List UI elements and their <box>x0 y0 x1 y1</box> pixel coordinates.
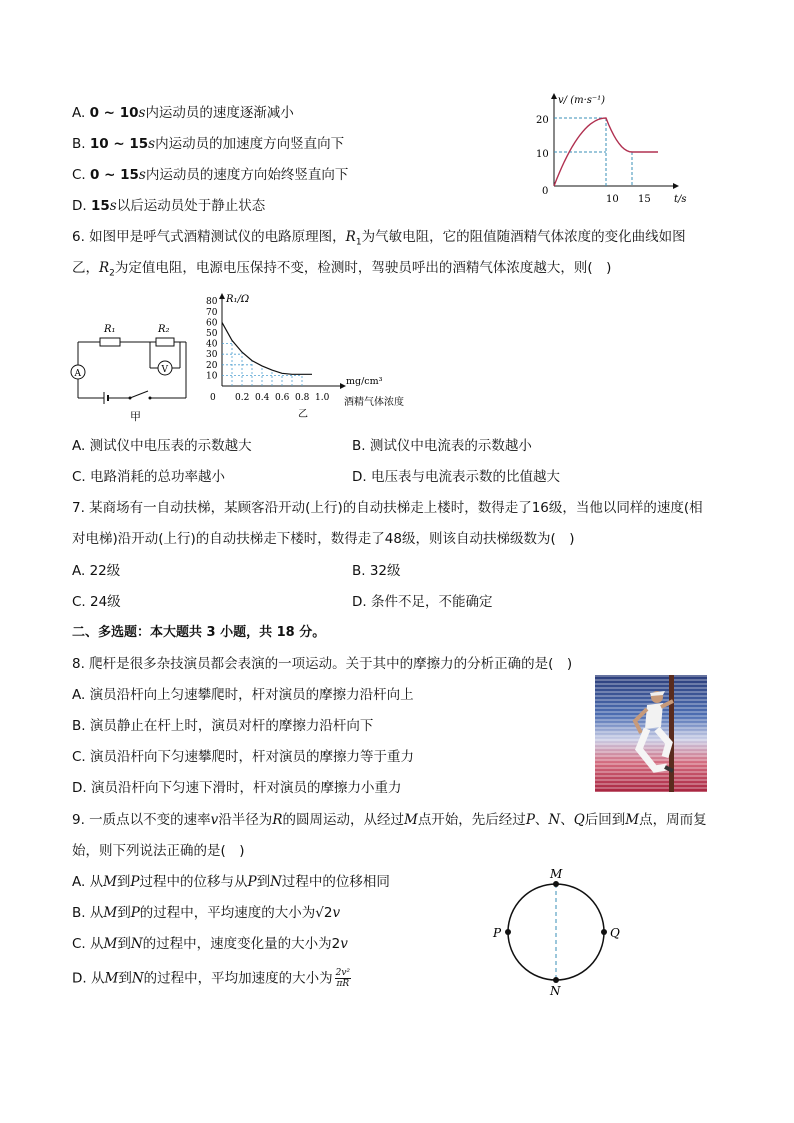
q5-option-d: D. 15s以后运动员处于静止状态 <box>72 198 266 214</box>
label-m: M <box>550 867 563 881</box>
point-m <box>553 881 559 887</box>
voltmeter-label: V <box>161 365 168 375</box>
point-q <box>601 929 607 935</box>
r-xname: 酒精气体浓度 <box>344 397 404 408</box>
r-caption: 乙 <box>298 409 308 420</box>
velocity-time-graph <box>530 88 700 210</box>
vt-xlabel: t/s <box>674 194 687 205</box>
q7-option-b: B. 32级 <box>352 563 401 579</box>
r-origin: 0 <box>210 393 216 403</box>
r-ytick-label: 10 <box>206 371 218 382</box>
r-ytick-label: 30 <box>206 350 218 361</box>
r-ytick-label: 20 <box>206 360 218 371</box>
q8-option-a: A. 演员沿杆向上匀速攀爬时，杆对演员的摩擦力沿杆向上 <box>72 687 414 703</box>
pole-climber-photo <box>595 675 707 792</box>
resistance-concentration-graph <box>200 288 430 420</box>
r1-label: R₁ <box>104 324 116 335</box>
q9-option-a: A. 从M到P过程中的位移与从P到N过程中的位移相同 <box>72 874 390 890</box>
fraction: $\frac{\text{2v²}}{\pi R}$ <box>335 968 351 989</box>
ammeter-label: A <box>74 369 81 379</box>
r-xtick-label: 0.2 <box>235 393 250 403</box>
r-ylabel: R₁/Ω <box>226 294 250 305</box>
circuit-diagram <box>68 312 198 424</box>
q9-stem-line2: 始，则下列说法正确的是( ) <box>72 843 245 859</box>
q5-option-c: C. 0 ~ 15s内运动员的速度方向始终竖直向下 <box>72 167 349 183</box>
q9-option-c: C. 从M到N的过程中，速度变化量的大小为2v <box>72 936 348 952</box>
resistor-r2 <box>156 338 174 346</box>
q7-option-a: A. 22级 <box>72 563 121 579</box>
vt-ytick-20: 20 <box>536 115 549 126</box>
q8-option-d: D. 演员沿杆向下匀速下滑时，杆对演员的摩擦力小重力 <box>72 780 402 796</box>
q9-option-b: B. 从M到P的过程中，平均速度的大小为√2v <box>72 905 341 921</box>
q8-stem: 8. 爬杆是很多杂技演员都会表演的一项运动。关于其中的摩擦力的分析正确的是( ) <box>72 656 573 672</box>
r-unit: mg/cm³ <box>346 376 383 387</box>
q6-stem-line2: 乙，$R_2$为定值电阻，电源电压保持不变，检测时，驾驶员呼出的酒精气体浓度越大，则( ) <box>72 260 612 279</box>
circuit-caption: 甲 <box>130 410 141 423</box>
q7-stem-line1: 7. 某商场有一自动扶梯，某顾客沿开动(上行)的自动扶梯走上楼时，数得走了16级，当他以同样的速度(相 <box>72 500 703 516</box>
section-heading-multi-choice: 二、多选题：本大题共 3 小题，共 18 分。 <box>72 625 326 640</box>
vt-xtick-10: 10 <box>606 194 619 205</box>
q6-option-b: B. 测试仪中电流表的示数越小 <box>352 438 532 454</box>
r-xtick-label: 1.0 <box>315 393 330 403</box>
q7-stem-line2: 对电梯)沿开动(上行)的自动扶梯走下楼时，数得走了48级，则该自动扶梯级数为( ) <box>72 531 575 547</box>
q6-option-a: A. 测试仪中电压表的示数越大 <box>72 438 252 454</box>
r-grid-lines <box>222 333 302 386</box>
q8-option-b: B. 演员静止在杆上时，演员对杆的摩擦力沿杆向下 <box>72 718 374 734</box>
pole <box>669 675 674 792</box>
q6-option-c: C. 电路消耗的总功率越小 <box>72 469 226 485</box>
q9-stem-line1: 9. 一质点以不变的速率v沿半径为R的圆周运动，从经过M点开始，先后经过P、N、Q后回到M点，周而复 <box>72 812 707 828</box>
q6-stem-line1: 6. 如图甲是呼气式酒精测试仪的电路原理图，$R_1$为气敏电阻，它的阻值随酒精气体浓度的变化曲线如图 <box>72 229 686 248</box>
r-xtick-label: 0.4 <box>255 393 270 403</box>
q9-option-d: D. 从M到N的过程中，平均加速度的大小为 $\frac{\text{2v²}}{\pi R}$ <box>72 968 351 989</box>
r-xtick-labels <box>235 393 330 403</box>
q6-option-d: D. 电压表与电流表示数的比值越大 <box>352 469 560 485</box>
r-ytick-label: 40 <box>206 339 218 350</box>
q5-option-b: B. 10 ~ 15s内运动员的加速度方向竖直向下 <box>72 136 345 152</box>
r-ytick-labels <box>206 297 218 381</box>
r-ytick-label: 60 <box>206 318 218 329</box>
vt-guide-lines <box>554 118 632 186</box>
r-xtick-label: 0.8 <box>295 393 310 403</box>
r-xtick-label: 0.6 <box>275 393 290 403</box>
vt-xtick-15: 15 <box>638 194 651 205</box>
q8-option-c: C. 演员沿杆向下匀速攀爬时，杆对演员的摩擦力等于重力 <box>72 749 415 765</box>
vt-origin: 0 <box>542 186 549 197</box>
r2-label: R₂ <box>158 324 170 335</box>
circle-motion-diagram <box>488 862 628 998</box>
r-ytick-label: 70 <box>206 307 218 318</box>
switch <box>130 391 148 398</box>
q7-option-d: D. 条件不足，不能确定 <box>352 594 493 610</box>
point-n <box>553 977 559 983</box>
q7-option-c: C. 24级 <box>72 594 121 610</box>
label-p: P <box>493 926 502 940</box>
label-q: Q <box>610 926 620 940</box>
label-n: N <box>550 984 561 998</box>
r-curve <box>222 322 312 374</box>
vt-ytick-10: 10 <box>536 149 549 160</box>
point-p <box>505 929 511 935</box>
r-ytick-label: 50 <box>206 329 218 339</box>
q5-option-a: A. 0 ~ 10s内运动员的速度逐渐减小 <box>72 105 294 121</box>
vt-ylabel: v/ (m·s⁻¹) <box>558 95 606 106</box>
resistor-r1 <box>100 338 120 346</box>
r-ytick-label: 80 <box>206 297 218 308</box>
